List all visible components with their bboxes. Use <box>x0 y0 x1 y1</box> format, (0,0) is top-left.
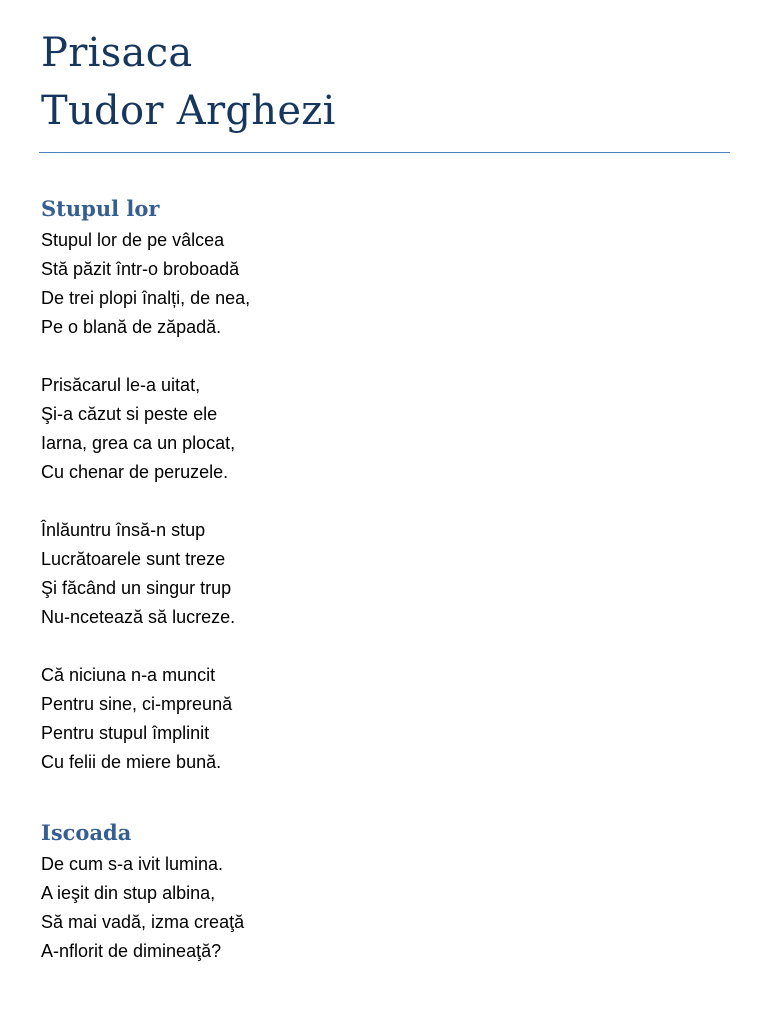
verse-line: Pe o blană de zăpadă. <box>41 317 222 337</box>
section-heading-iscoada: Iscoada <box>41 820 132 845</box>
stanza-2 <box>41 371 235 487</box>
verse-line: Pentru stupul împlinit <box>41 723 210 743</box>
stanza-1 <box>41 226 250 342</box>
stanza-3 <box>41 516 235 632</box>
verse-line: Stă păzit într-o broboadă <box>41 259 240 279</box>
verse-line: Şi făcând un singur trup <box>41 578 232 598</box>
verse-line: Că niciuna n-a muncit <box>41 665 216 685</box>
document-title <box>41 24 336 140</box>
verse-line: Stupul lor de pe vâlcea <box>41 230 225 250</box>
verse-line: Pentru sine, ci-mpreună <box>41 694 233 714</box>
stanza-4 <box>41 661 232 777</box>
verse-line: A-nflorit de dimineaţă? <box>41 941 222 961</box>
verse-line: De cum s-a ivit lumina. <box>41 854 224 874</box>
section-heading-stupul-lor: Stupul lor <box>41 196 160 221</box>
verse-line: Cu felii de miere bună. <box>41 752 222 772</box>
verse-line: Prisăcarul le-a uitat, <box>41 375 201 395</box>
verse-line: Lucrătoarele sunt treze <box>41 549 226 569</box>
poem-title: Prisaca <box>41 30 193 76</box>
author-name: Tudor Arghezi <box>41 88 336 134</box>
verse-line: Cu chenar de peruzele. <box>41 462 229 482</box>
verse-line: Nu-ncetează să lucreze. <box>41 607 236 627</box>
verse-line: Înlăuntru însă-n stup <box>41 520 206 540</box>
stanza-5 <box>41 850 244 966</box>
verse-line: Să mai vadă, izma creaţă <box>41 912 245 932</box>
verse-line: Iarna, grea ca un plocat, <box>41 433 236 453</box>
verse-line: Şi-a căzut si peste ele <box>41 404 218 424</box>
verse-line: A ieşit din stup albina, <box>41 883 216 903</box>
title-divider <box>39 152 730 153</box>
verse-line: De trei plopi înalți, de nea, <box>41 288 251 308</box>
